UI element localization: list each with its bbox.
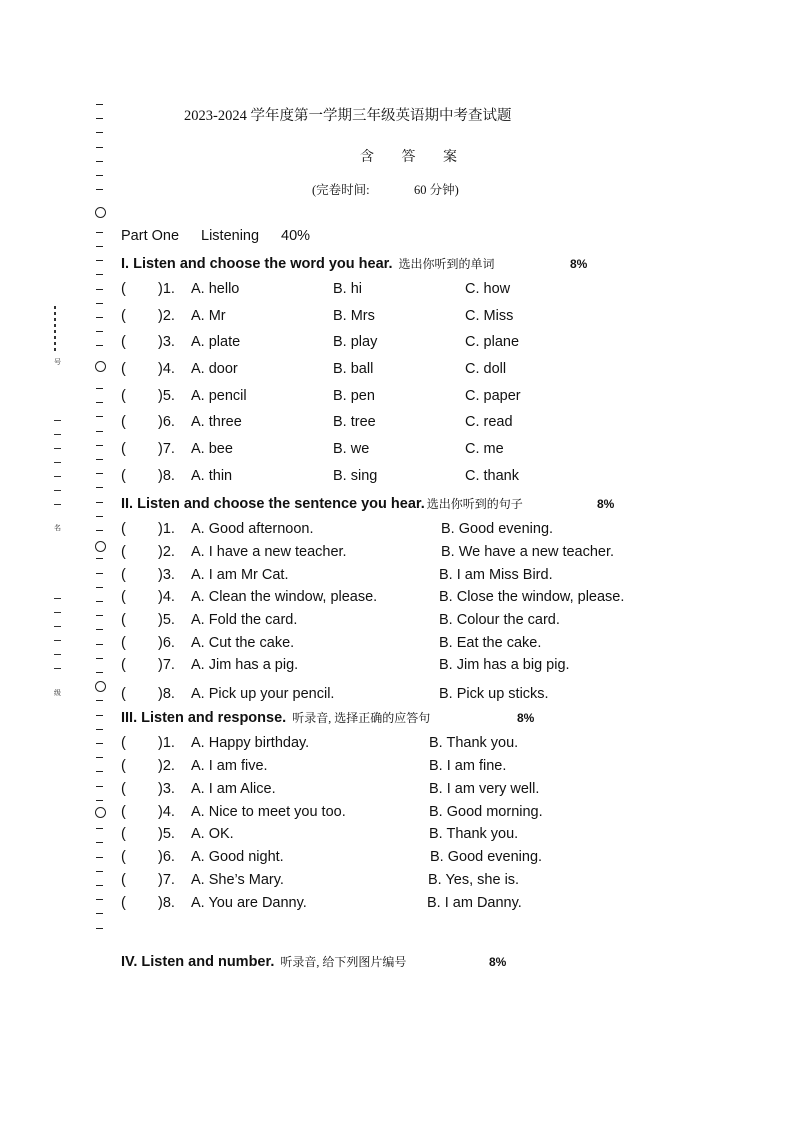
option-b: B. Good morning. xyxy=(429,804,543,820)
binding-dash xyxy=(96,899,103,900)
part-one-label: Part One xyxy=(121,228,180,244)
side-fill-dash xyxy=(54,626,61,627)
binding-dash xyxy=(96,317,103,318)
option-a: A. Good night. xyxy=(191,849,284,865)
option-b: B. Yes, she is. xyxy=(428,872,520,888)
binding-dash xyxy=(96,601,103,602)
option-b: B. Thank you. xyxy=(429,735,519,751)
side-fill-dash xyxy=(54,434,61,435)
option-a: A. Jim has a pig. xyxy=(191,657,299,673)
option-b: B. Eat the cake. xyxy=(439,635,542,651)
side-fill-dash xyxy=(54,504,61,505)
answer-bracket[interactable]: ( xyxy=(121,612,126,628)
answer-bracket[interactable]: ( xyxy=(121,657,126,673)
side-fill-dash xyxy=(54,612,61,613)
binding-dash xyxy=(96,587,103,588)
answer-bracket[interactable]: ( xyxy=(121,521,126,537)
option-c: C. me xyxy=(465,441,504,457)
option-a: A. Good afternoon. xyxy=(191,521,314,537)
answer-bracket[interactable]: ( xyxy=(121,441,126,457)
binding-dash xyxy=(96,303,103,304)
answer-bracket[interactable]: ( xyxy=(121,872,126,888)
binding-dash xyxy=(96,246,103,247)
binding-dash xyxy=(96,289,103,290)
binding-hole-circle xyxy=(95,807,106,818)
option-a: A. door xyxy=(191,361,238,377)
answer-bracket[interactable]: ( xyxy=(121,334,126,350)
option-a: A. Clean the window, please. xyxy=(191,589,378,605)
answer-bracket[interactable]: ( xyxy=(121,388,126,404)
answer-bracket[interactable]: ( xyxy=(121,804,126,820)
option-b: B. ball xyxy=(333,361,374,377)
option-b: B. Mrs xyxy=(333,308,375,324)
side-dot xyxy=(54,312,56,315)
option-c: C. how xyxy=(465,281,511,297)
answer-bracket[interactable]: ( xyxy=(121,895,126,911)
side-dot xyxy=(54,330,56,333)
option-a: A. I am Alice. xyxy=(191,781,276,797)
binding-dash xyxy=(96,729,103,730)
answer-bracket[interactable]: ( xyxy=(121,735,126,751)
option-a: A. Pick up your pencil. xyxy=(191,686,335,702)
answer-bracket[interactable]: ( xyxy=(121,758,126,774)
option-b: B. Good evening. xyxy=(430,849,543,865)
binding-dash xyxy=(96,416,103,417)
binding-dash xyxy=(96,445,103,446)
option-b: B. Pick up sticks. xyxy=(439,686,549,702)
option-b: B. sing xyxy=(333,468,378,484)
part-one-percent: 40% xyxy=(281,228,311,244)
binding-dash xyxy=(96,175,103,176)
option-c: C. thank xyxy=(465,468,519,484)
option-a: A. pencil xyxy=(191,388,247,404)
answer-bracket[interactable]: ( xyxy=(121,567,126,583)
side-dot xyxy=(54,324,56,327)
binding-dash xyxy=(96,757,103,758)
option-b: B. pen xyxy=(333,388,375,404)
option-a: A. hello xyxy=(191,281,240,297)
option-a: A. three xyxy=(191,414,242,430)
option-b: B. Thank you. xyxy=(429,826,519,842)
binding-dash xyxy=(96,388,103,389)
answer-bracket[interactable]: ( xyxy=(121,414,126,430)
option-a: A. You are Danny. xyxy=(191,895,307,911)
side-label-name: 名 xyxy=(54,524,61,532)
binding-dash xyxy=(96,771,103,772)
answer-bracket[interactable]: ( xyxy=(121,281,126,297)
section-4-heading: IV. Listen and number. 听录音, 给下列图片编号 xyxy=(121,954,407,970)
time-label: (完卷时间: xyxy=(312,183,370,197)
binding-dash xyxy=(96,928,103,929)
exam-subtitle: 含 答 案 xyxy=(360,150,469,165)
option-b: B. play xyxy=(333,334,378,350)
side-dot xyxy=(54,342,56,345)
binding-dash xyxy=(96,274,103,275)
side-fill-dash xyxy=(54,462,61,463)
option-b: B. tree xyxy=(333,414,376,430)
option-b: B. Close the window, please. xyxy=(439,589,625,605)
side-dot xyxy=(54,318,56,321)
section-2-score: 8% xyxy=(597,497,615,511)
option-b: B. I am Danny. xyxy=(427,895,522,911)
option-a: A. I am Mr Cat. xyxy=(191,567,289,583)
option-a: A. Fold the card. xyxy=(191,612,298,628)
binding-dash xyxy=(96,345,103,346)
answer-bracket[interactable]: ( xyxy=(121,468,126,484)
binding-dash xyxy=(96,786,103,787)
section-3-score: 8% xyxy=(517,711,535,725)
binding-dash xyxy=(96,743,103,744)
binding-dash xyxy=(96,132,103,133)
side-fill-dash xyxy=(54,668,61,669)
option-b: B. I am Miss Bird. xyxy=(439,567,553,583)
binding-dash xyxy=(96,118,103,119)
binding-dash xyxy=(96,913,103,914)
option-c: C. doll xyxy=(465,361,507,377)
answer-bracket[interactable]: ( xyxy=(121,849,126,865)
side-fill-dash xyxy=(54,420,61,421)
binding-dash xyxy=(96,189,103,190)
binding-dash xyxy=(96,857,103,858)
binding-dash xyxy=(96,644,103,645)
binding-dash xyxy=(96,871,103,872)
answer-bracket[interactable]: ( xyxy=(121,635,126,651)
side-fill-dash xyxy=(54,598,61,599)
answer-bracket[interactable]: ( xyxy=(121,361,126,377)
binding-dash xyxy=(96,629,103,630)
section-1-score: 8% xyxy=(570,257,588,271)
side-fill-dash xyxy=(54,490,61,491)
side-dot xyxy=(54,348,56,351)
binding-dash xyxy=(96,104,103,105)
binding-hole-circle xyxy=(95,541,106,552)
binding-dash xyxy=(96,658,103,659)
side-dot xyxy=(54,306,56,309)
option-a: A. bee xyxy=(191,441,233,457)
binding-dash xyxy=(96,828,103,829)
binding-dash xyxy=(96,147,103,148)
binding-dash xyxy=(96,885,103,886)
answer-bracket[interactable]: ( xyxy=(121,686,126,702)
option-a: A. Happy birthday. xyxy=(191,735,310,751)
option-c: C. paper xyxy=(465,388,521,404)
option-b: B. Jim has a big pig. xyxy=(439,657,570,673)
side-fill-dash xyxy=(54,448,61,449)
binding-dash xyxy=(96,558,103,559)
answer-bracket[interactable]: ( xyxy=(121,826,126,842)
option-b: B. I am very well. xyxy=(429,781,540,797)
time-value: 60 分钟) xyxy=(414,183,459,197)
binding-hole-circle xyxy=(95,361,106,372)
option-c: C. read xyxy=(465,414,513,430)
binding-dash xyxy=(96,331,103,332)
binding-dash xyxy=(96,615,103,616)
side-label-number: 号 xyxy=(54,358,61,366)
side-fill-dash xyxy=(54,476,61,477)
binding-dash xyxy=(96,842,103,843)
binding-dash xyxy=(96,402,103,403)
side-fill-dash xyxy=(54,640,61,641)
option-a: A. I have a new teacher. xyxy=(191,544,347,560)
binding-dash xyxy=(96,161,103,162)
option-a: A. Cut the cake. xyxy=(191,635,295,651)
answer-bracket[interactable]: ( xyxy=(121,544,126,560)
binding-dash xyxy=(96,573,103,574)
binding-hole-circle xyxy=(95,681,106,692)
answer-bracket[interactable]: ( xyxy=(121,781,126,797)
answer-bracket[interactable]: ( xyxy=(121,589,126,605)
binding-dash xyxy=(96,700,103,701)
option-a: A. She’s Mary. xyxy=(191,872,284,888)
binding-dash xyxy=(96,487,103,488)
section-2-heading: II. Listen and choose the sentence you hear. 选出你听到的句子 xyxy=(121,496,523,512)
option-b: B. Good evening. xyxy=(441,521,554,537)
binding-dash xyxy=(96,459,103,460)
binding-dash xyxy=(96,232,103,233)
side-dot xyxy=(54,336,56,339)
option-b: B. We have a new teacher. xyxy=(441,544,615,560)
section-4-score: 8% xyxy=(489,955,507,969)
option-c: C. plane xyxy=(465,334,520,350)
option-a: A. Mr xyxy=(191,308,226,324)
option-a: A. I am five. xyxy=(191,758,268,774)
option-b: B. hi xyxy=(333,281,363,297)
binding-dash xyxy=(96,516,103,517)
binding-dash xyxy=(96,800,103,801)
section-1-heading: I. Listen and choose the word you hear. 选出你听到的单词 xyxy=(121,256,495,272)
binding-dash xyxy=(96,530,103,531)
option-a: A. thin xyxy=(191,468,233,484)
answer-bracket[interactable]: ( xyxy=(121,308,126,324)
binding-dash xyxy=(96,672,103,673)
side-fill-dash xyxy=(54,654,61,655)
option-a: A. OK. xyxy=(191,826,234,842)
option-b: B. I am fine. xyxy=(429,758,507,774)
option-b: B. we xyxy=(333,441,370,457)
binding-dash xyxy=(96,260,103,261)
binding-dash xyxy=(96,473,103,474)
binding-hole-circle xyxy=(95,207,106,218)
side-label-class: 级 xyxy=(54,689,61,697)
part-one-name: Listening xyxy=(201,228,260,244)
binding-dash xyxy=(96,431,103,432)
option-a: A. Nice to meet you too. xyxy=(191,804,346,820)
exam-title: 2023-2024 学年度第一学期三年级英语期中考查试题 xyxy=(184,108,512,124)
binding-dash xyxy=(96,715,103,716)
section-3-heading: III. Listen and response. 听录音, 选择正确的应答句 xyxy=(121,710,431,726)
binding-dash xyxy=(96,502,103,503)
option-c: C. Miss xyxy=(465,308,514,324)
option-b: B. Colour the card. xyxy=(439,612,560,628)
option-a: A. plate xyxy=(191,334,241,350)
